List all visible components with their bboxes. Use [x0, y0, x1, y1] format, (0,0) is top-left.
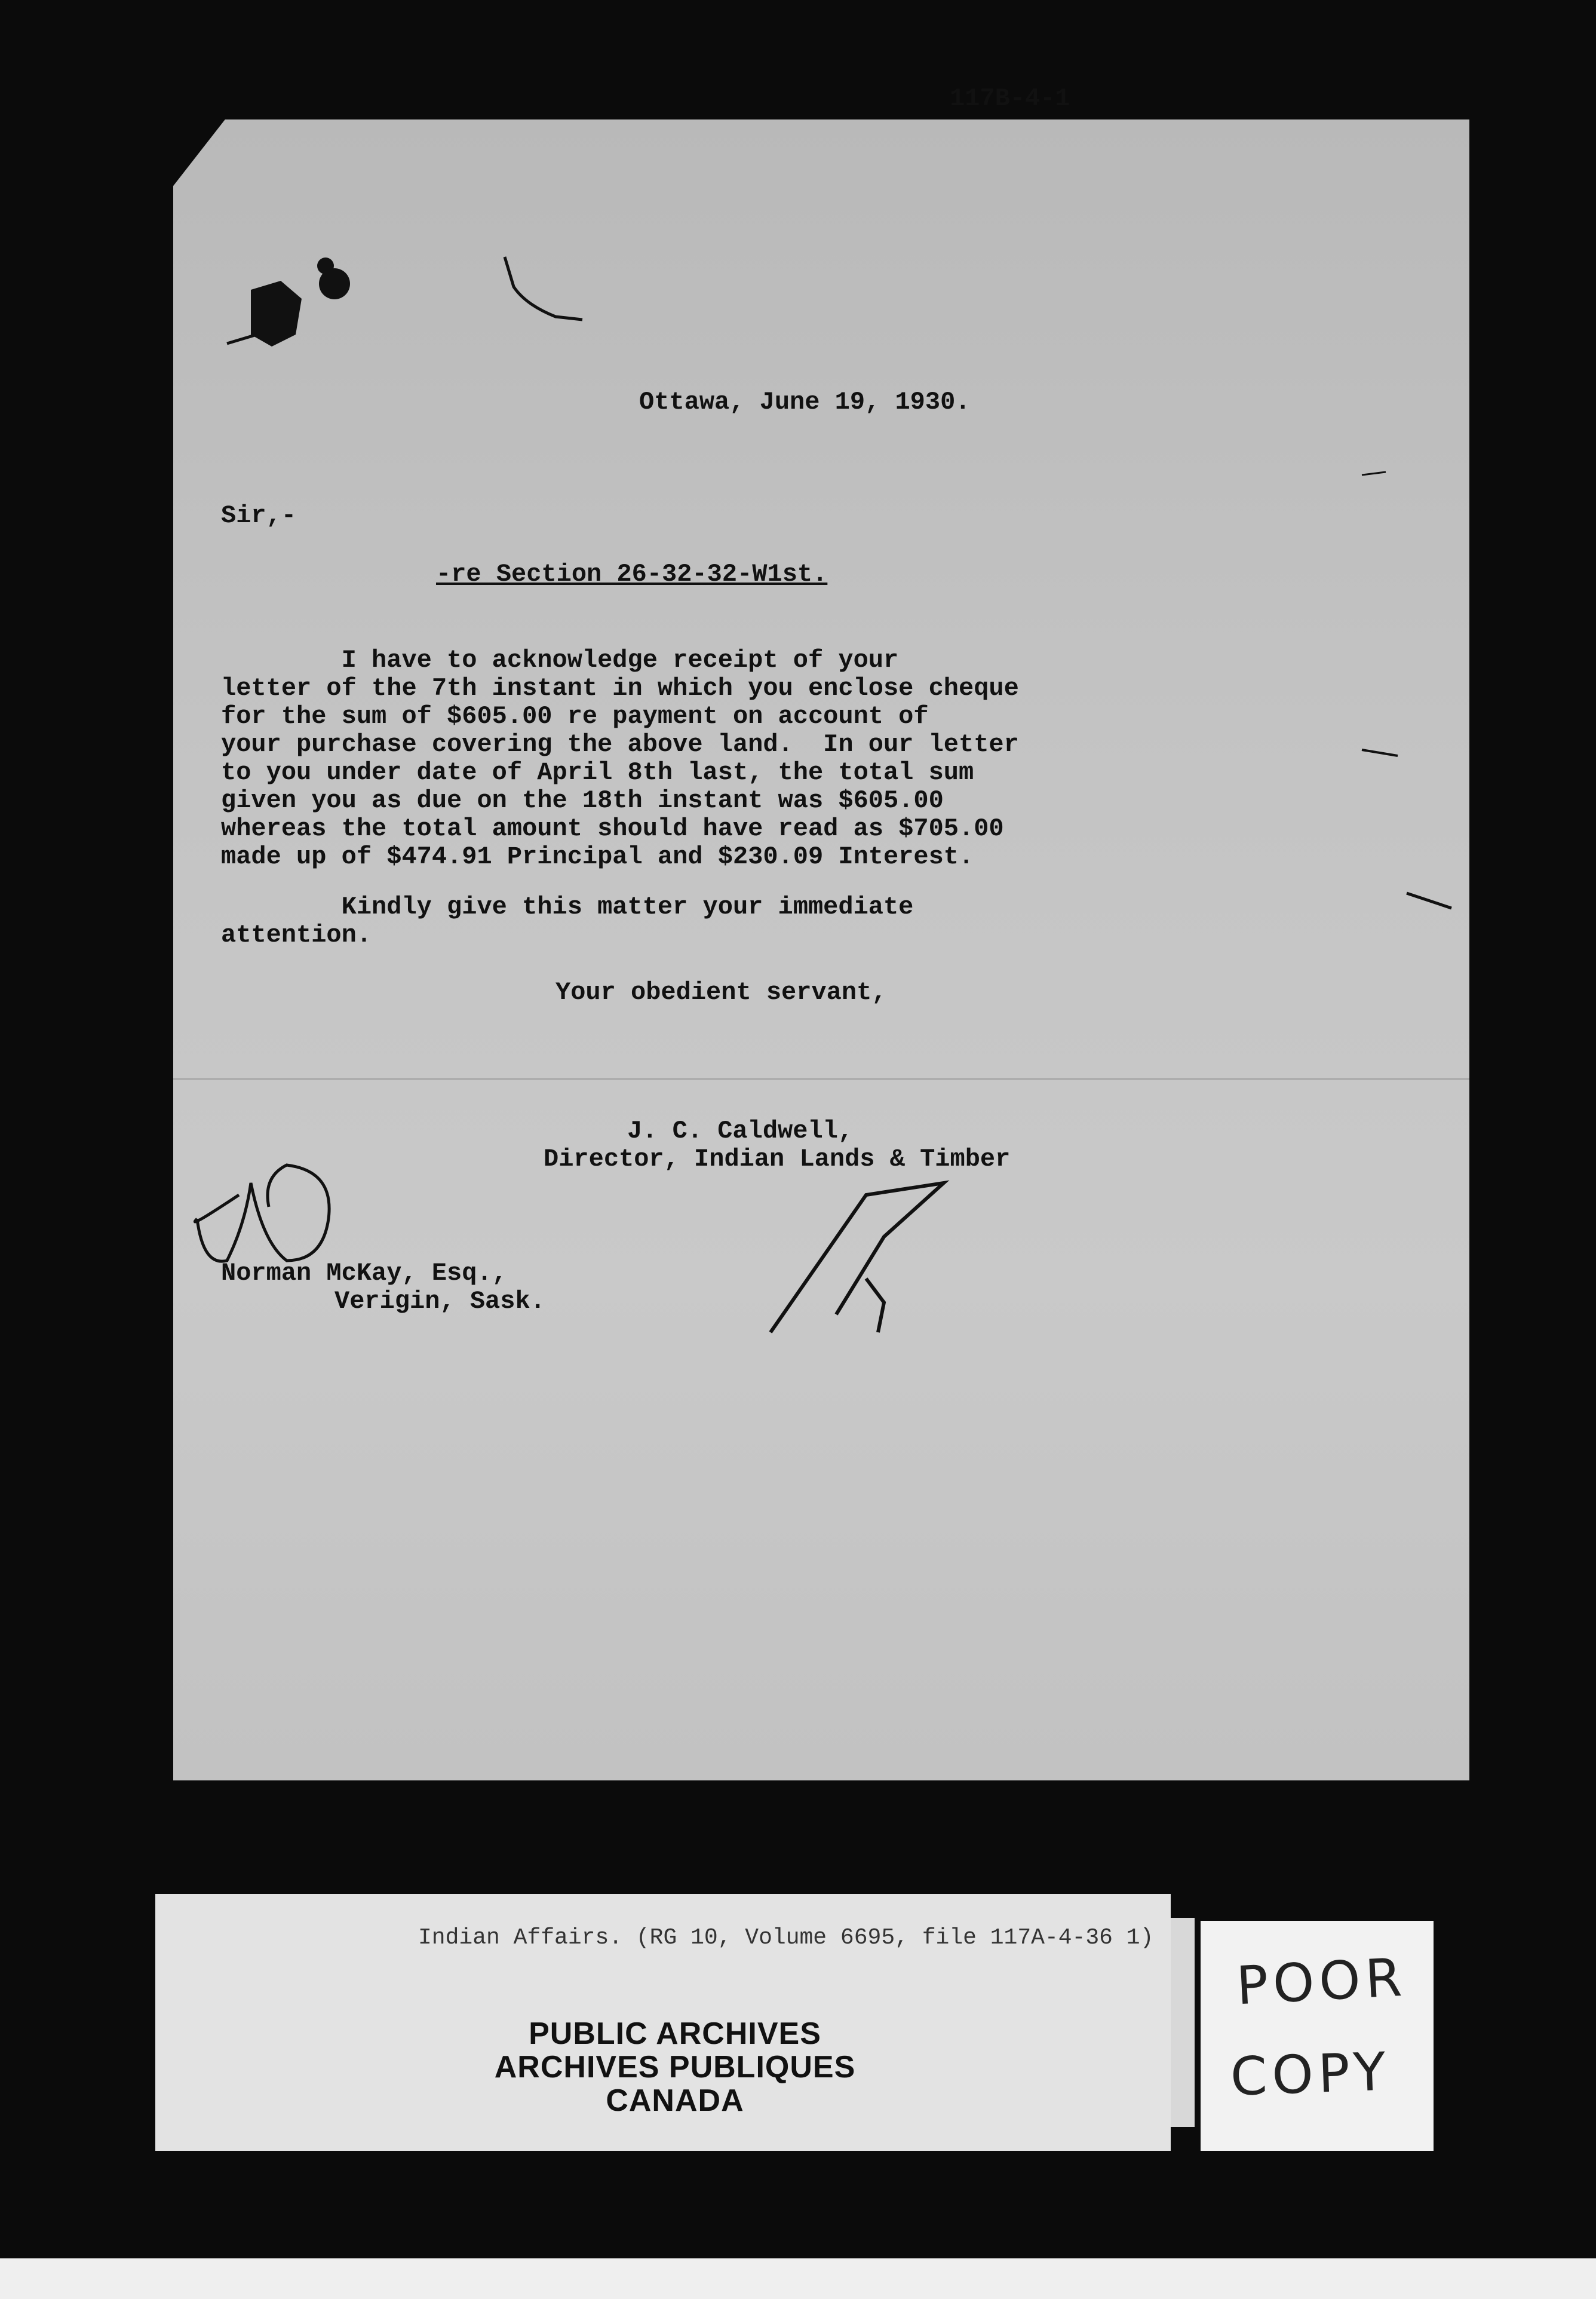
- viewer-bottom-bar: [0, 2258, 1596, 2299]
- ink-blot-icon: [227, 258, 350, 347]
- subject-line: -re Section 26-32-32-W1st.: [436, 560, 828, 588]
- body-paragraph-1: I have to acknowledge receipt of your letter of the 7th instant in which you enclose cheque for the sum of $605.00 re payment on account of your purchase covering the above land. In our letter to you under date of April 8th last, the total sum given you as due on the 18th instant was $605.00 whereas the total amount should have read as $705.00 made up of $474.91 Principal and $230.09 Interest.: [221, 646, 1019, 871]
- body-paragraph-2: Kindly give this matter your immediate attention.: [221, 893, 914, 949]
- margin-mark: [1362, 750, 1398, 756]
- quality-note-line-2: COPY: [1229, 2040, 1392, 2108]
- quality-note-line-1: POOR: [1235, 1946, 1408, 2017]
- handwritten-check-mark: [505, 257, 582, 320]
- signatory-name: J. C. Caldwell,: [627, 1117, 854, 1145]
- margin-mark: [1407, 893, 1451, 908]
- closing: Your obedient servant,: [555, 978, 887, 1007]
- salutation: Sir,-: [221, 501, 297, 530]
- archive-stamp-fr: ARCHIVES PUBLIQUES: [494, 2050, 856, 2085]
- archive-stamp-country: CANADA: [606, 2083, 744, 2118]
- archive-citation: Indian Affairs. (RG 10, Volume 6695, file 117A-4-36 1): [418, 1925, 1154, 1951]
- letter-date: Ottawa, June 19, 1930.: [639, 388, 971, 416]
- file-reference: 117B-4-1: [950, 84, 1070, 113]
- archive-stamp-en: PUBLIC ARCHIVES: [529, 2016, 821, 2051]
- handwritten-initials: [195, 1165, 329, 1261]
- signatory-title: Director, Indian Lands & Timber: [544, 1145, 1011, 1173]
- addressee-name: Norman McKay, Esq.,: [221, 1259, 507, 1288]
- addressee-location: Verigin, Sask.: [334, 1287, 545, 1316]
- signature-scrawl: [771, 1183, 944, 1332]
- edge-mark: [1362, 472, 1386, 475]
